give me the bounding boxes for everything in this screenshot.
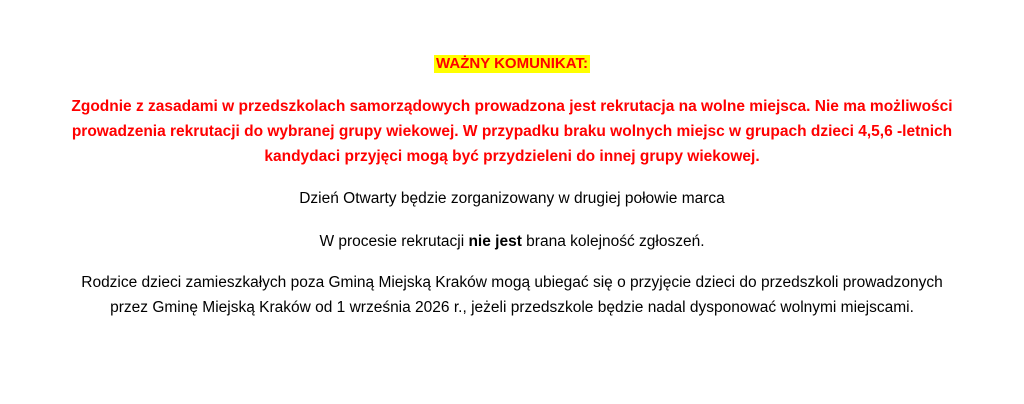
order-note-before: W procesie rekrutacji xyxy=(319,233,469,250)
warning-line: prowadzenia rekrutacji do wybranej grupy wiekowej. W przypadku braku wolnych miejsc w grupach dzieci 4,5,6 -letnich xyxy=(71,123,953,140)
order-note-emphasis: nie jest xyxy=(468,233,522,250)
open-day-note xyxy=(12,186,1012,211)
recruitment-warning xyxy=(12,94,1012,169)
warning-line: kandydaci przyjęci mogą być przydzieleni do innej grupy wiekowej. xyxy=(264,148,760,165)
warning-line: Zgodnie z zasadami w przedszkolach samorządowych prowadzona jest rekrutacja na wolne miejsca. Nie ma możliwości xyxy=(71,98,953,115)
order-note xyxy=(12,229,1012,254)
residents-line: przez Gminę Miejską Kraków od 1 września 2026 r., jeżeli przedszkole będzie nadal dysponować wolnymi miejscami. xyxy=(110,299,914,316)
residents-line: Rodzice dzieci zamieszkałych poza Gminą Miejską Kraków mogą ubiegać się o przyjęcie dzieci do przedszkoli prowadzonych xyxy=(81,274,943,291)
heading-container xyxy=(0,55,1024,73)
order-note-line xyxy=(12,229,1012,254)
order-note-after: brana kolejność zgłoszeń. xyxy=(521,233,705,250)
announcement-heading: WAŻNY KOMUNIKAT: xyxy=(436,55,588,72)
open-day-text: Dzień Otwarty będzie zorganizowany w drugiej połowie marca xyxy=(299,190,725,207)
residents-note xyxy=(12,270,1012,320)
